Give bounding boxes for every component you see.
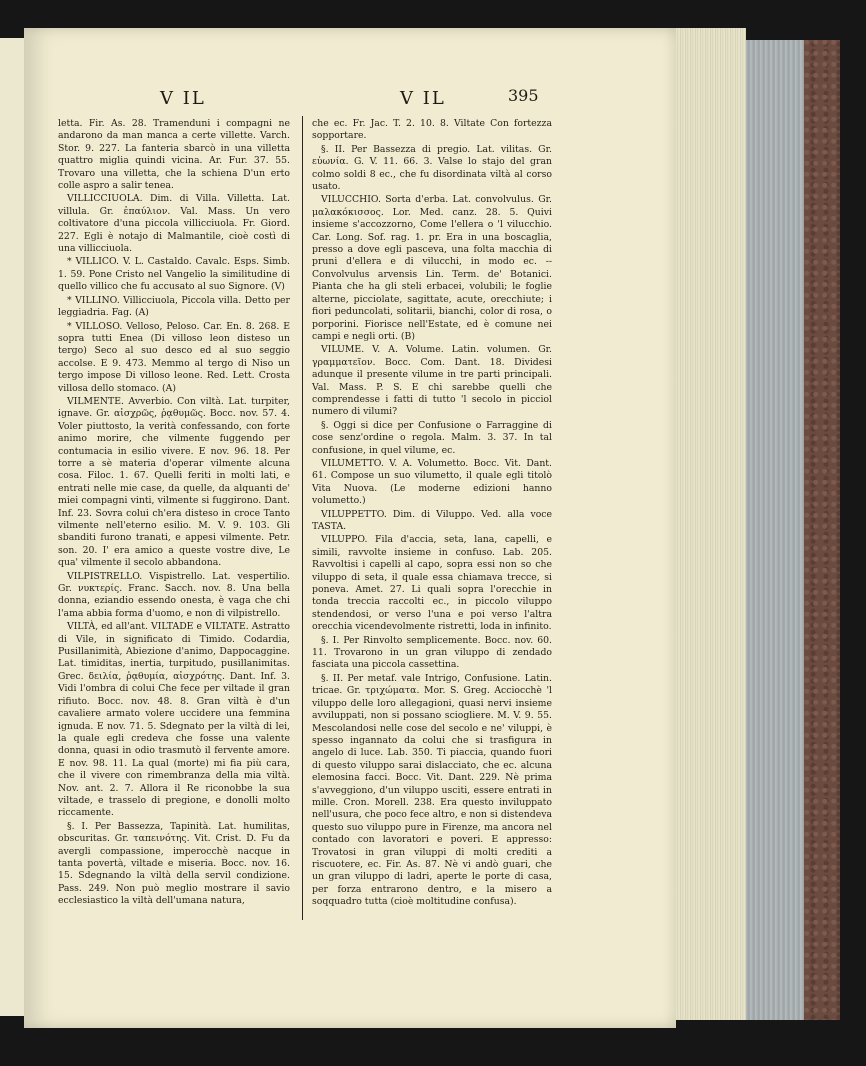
left-column (58, 118, 290, 909)
entry-vilume: VILUME. V. A. Volume. Latin. volumen. Gr. γραμματεῖον. Bocc. Com. Dant. 18. Dividesi adunque il presente vilume in tre parti principali. Val. Mass. P. S. E chi sarebbe quelli che comprendesse i fatti di tutto 'l secolo in picciol numero di vilumi? (312, 344, 552, 418)
column-divider (302, 116, 303, 920)
right-column (312, 118, 552, 910)
entry-vilucchio: VILUCCHIO. Sorta d'erba. Lat. convolvulus. Gr. μαλακόκισσος. Lor. Med. canz. 28. 5. Quivi insieme s'accozzorno, Come l'ellera o 'l vilucchio. Car. Long. Sof. rag. 1. pr. Era in una boscaglia, presso a dove egli pasceva, una folta macchia di pruni d'ellera e di vilucchi, in modo ec. -- Convolvulus arvensis Lin. Term. de' Botanici. Pianta che ha gli steli erbacei, volubili; le foglie alterne, picciolate, sagittate, acute, orecchiute; i fiori peduncolati, solitarii, bianchi, color di rosa, o porporini. Fiorisce nell'Estate, ed è comune nei campi e negli orti. (B) (312, 194, 552, 342)
entry-vilumetto: VILUMETTO. V. A. Volumetto. Bocc. Vit. Dant. 61. Compose un suo vilumetto, il quale egli titolò Vita Nuova. (Le moderne edizioni hanno volumetto.) (312, 457, 552, 507)
entry-villico: * VILLICO. V. L. Castaldo. Cavalc. Esps. Simb. 1. 59. Pone Cristo nel Vangelio la similitudine di quello villico che fu accusato al suo Signore. (V) (58, 256, 290, 293)
entry-paragraph: letta. Fir. As. 28. Tramenduni i compagni ne andarono da man manca a certe villette. Varch. Stor. 9. 227. La fanteria sbarcò in una villetta quattro miglia quindi vicina. Ar. Fur. 37. 55. Trovaro una villetta, che la schiena D'un erto colle aspro a salir tenea. (58, 118, 290, 192)
entry-viluppo: VILUPPO. Fila d'accia, seta, lana, capelli, e simili, ravvolte insieme in confuso. Lab. 205. Ravvoltisi i capelli al capo, sopra essi non so che viluppo di seta, il quale essa chiamava trecce, si poneva. Amet. 27. Li quali sopra l'orecchie in tonda treccia raccolti ec., in piccolo viluppo stendendosi, or verso l'una e poi verso l'altra orecchia vicendevolmente ristretti, loda in infinito. (312, 534, 552, 633)
entry-villicciuola: VILLICCIUOLA. Dim. di Villa. Villetta. Lat. villula. Gr. ἐπαύλιον. Val. Mass. Un vero coltivatore d'una piccola villicciuola. Fr. Giord. 227. Egli è notajo di Malmantile, cioè costì di una villicciuola. (58, 193, 290, 255)
running-head-left: V IL (160, 88, 206, 109)
entry-vilta: VILTÀ, ed all'ant. VILTADE e VILTATE. Astratto di Vile, in significato di Timido. Codardia, Pusillanimità, Abiezione d'animo, Dappocaggine. Lat. timiditas, inertia, turpitudo, pusillanimitas. Grec. δειλία, ῥᾳθυμία, αἰσχρότης. Dant. Inf. 3. Vidi l'ombra di colui Che fece per viltade il gran rifiuto. Bocc. nov. 48. 8. Gran viltà è d'un cavaliere armato volere uccidere una femmina ignuda. E nov. 71. 5. Sdegnato per la viltà di lei, la quale egli credeva che fosse una valente donna, quasi in odio trasmutò il fervente amore. E nov. 98. 11. La qual (morte) mi fia più cara, che il vivere con rimembranza della mia viltà. Nov. ant. 2. 7. Allora il Re riconobbe la sua viltade, e trasselo di pregione, e donolli molto riccamente. (58, 621, 290, 819)
entry-villoso: * VILLOSO. Velloso, Peloso. Car. En. 8. 268. E sopra tutti Enea (Di villoso leon disteso un tergo) Seco al suo desco ed al suo seggio accolse. E 9. 473. Memmo al tergo di Niso un tergo impose Di villoso leone. Red. Lett. Crosta villosa dello stomaco. (A) (58, 320, 290, 394)
page-fore-edge (676, 28, 746, 1020)
facing-page-edge (0, 38, 25, 1016)
entry-villino: * VILLINO. Villicciuola, Piccola villa. Detto per leggiadria. Fag. (A) (58, 294, 290, 319)
page-number: 395 (508, 86, 539, 105)
entry-viluppo-sense-1: §. I. Per Rinvolto semplicemente. Bocc. nov. 60. 11. Trovarono in un gran viluppo di zendado fasciata una piccola cassettina. (312, 634, 552, 671)
entry-vilta-sense-2: §. II. Per Bassezza di pregio. Lat. vilitas. Gr. εὐωνία. G. V. 11. 66. 3. Valse lo stajo del gran colmo soldi 8 ec., che fu disordinata viltà al corso usato. (312, 143, 552, 193)
entry-viluppo-sense-2: §. II. Per metaf. vale Intrigo, Confusione. Latin. tricae. Gr. τριχώματα. Mor. S. Greg. Acciocchè 'l viluppo delle loro allegagioni, quasi nervi insieme avviluppati, non si possano sciogliere. M. V. 9. 55. Mescolandosi nelle cose del secolo e ne' viluppi, è spesso ingannato da colui che si trasfigura in angelo di luce. Lab. 350. Ti piaccia, quando fuori di questo viluppo sarai dislacciato, che ec. alcuna elemosina facci. Bocc. Vit. Dant. 229. Nè prima s'avveggiono, d'un viluppo usciti, essere entrati in mille. Cron. Morell. 238. Era questo inviluppato nell'usura, che poco fece altro, e non si distendeva questo suo viluppo pure in Firenze, ma ancora nel contado con lavoratori e poveri. E appresso: Trovatosi in gran viluppi di molti crediti a riscuotere, ec. Fir. As. 87. Nè vi andò guari, che un gran viluppo di ladri, aperte le porte di casa, per forza entrarono dentro, e la misero a soqquadro tutta (cioè moltitudine confusa). (312, 672, 552, 908)
entry-vilta-sense-1: §. I. Per Bassezza, Tapinità. Lat. humilitas, obscuritas. Gr. ταπεινότης. Vit. Crist. D. Fu da avergli compassione, imperocchè nacque in tanta povertà, viltade e miseria. Bocc. nov. 16. 15. Sdegnando la viltà della servil condizione. Pass. 249. Non può meglio mostrare il savio ecclesiastico la viltà dell'umana natura, (58, 820, 290, 907)
book-binding (804, 40, 840, 1020)
book-cover-edge (746, 40, 812, 1020)
entry-vilmente: VILMENTE. Avverbio. Con viltà. Lat. turpiter, ignave. Gr. αἰσχρῶς, ῥᾳθυμῶς. Bocc. nov. 57. 4. Voler piuttosto, la verità confessando, con forte animo morire, che vilmente fuggendo per contumacia in esilio vivere. E nov. 96. 18. Per torre a sè materia d'operar vilmente alcuna cosa. Filoc. 1. 67. Quelli feriti in molti lati, e entrati nelle mie case, da quelle, da alquanti de' miei compagni vinti, vilmente si fuggirono. Dant. Inf. 23. Sovra colui ch'era disteso in croce Tanto vilmente nell'eterno esilio. M. V. 9. 103. Gli sbanditi furono tranati, e appesi vilmente. Petr. son. 20. I' era amico a queste vostre dive, Le qua' vilmente il secolo abbandona. (58, 395, 290, 569)
running-head-right: V IL (400, 88, 446, 109)
entry-viluppetto: VILUPPETTO. Dim. di Viluppo. Ved. alla voce TASTA. (312, 508, 552, 532)
entry-vilume-sense: §. Oggi si dice per Confusione o Farraggine di cose senz'ordine o regola. Malm. 3. 37. In tal confusione, in quel vilume, ec. (312, 419, 552, 456)
entry-continuation: che ec. Fr. Jac. T. 2. 10. 8. Viltate Con fortezza sopportare. (312, 118, 552, 142)
entry-vilpistrello: VILPISTRELLO. Vispistrello. Lat. vespertilio. Gr. νυκτερίς. Franc. Sacch. nov. 8. Una bella donna, eziandio essendo onesta, è vaga che chi l'ama abbia forma d'uomo, e non di vilpistrello. (58, 570, 290, 619)
